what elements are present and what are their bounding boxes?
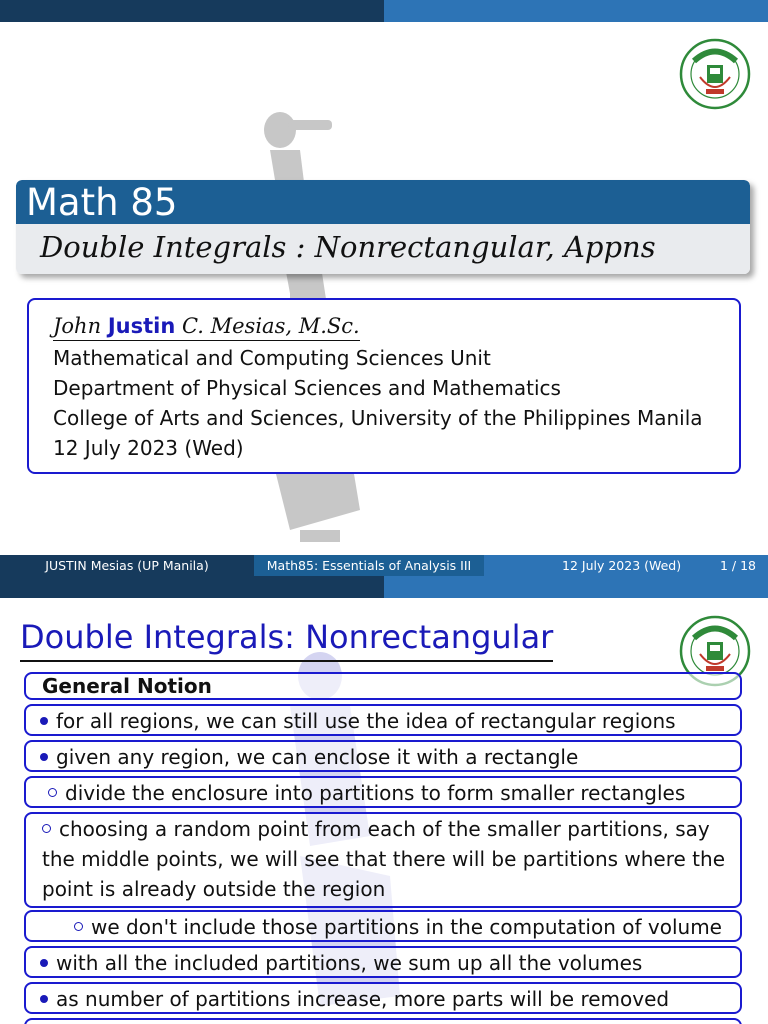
list-item: given any region, we can enclose it with a rectangle xyxy=(24,740,742,772)
affiliation-college: College of Arts and Sciences, University of the Philippines Manila xyxy=(53,406,703,430)
footer-date: 12 July 2023 (Wed) xyxy=(562,558,682,573)
list-item: as number of partitions increase, more parts will be removed xyxy=(24,982,742,1014)
presentation-subtitle: Double Integrals : Nonrectangular, Appns xyxy=(16,224,750,274)
affiliation-department: Department of Physical Sciences and Mathematics xyxy=(53,376,561,400)
list-item: for all regions, we can still use the idea of rectangular regions xyxy=(24,704,742,736)
up-seal-logo xyxy=(678,37,752,111)
footer-page: 1 / 18 xyxy=(719,558,756,573)
presentation-title: Math 85 xyxy=(16,180,750,224)
header-bar xyxy=(0,0,768,22)
title-block xyxy=(16,180,750,274)
list-item-partial xyxy=(24,1018,742,1024)
bullet-icon xyxy=(40,995,48,1003)
slide-title: Double Integrals: Nonrectangular xyxy=(20,618,553,662)
author-name: John Justin C. Mesias, M.Sc. xyxy=(53,314,360,341)
presentation-date: 12 July 2023 (Wed) xyxy=(53,436,244,460)
list-item: divide the enclosure into partitions to form smaller rectangles xyxy=(24,776,742,808)
footer-right xyxy=(484,555,768,576)
bullet-icon xyxy=(40,959,48,967)
affiliation-unit: Mathematical and Computing Sciences Unit xyxy=(53,346,491,370)
footer-bar xyxy=(0,555,768,576)
footer-course: Math85: Essentials of Analysis III xyxy=(254,555,484,576)
circle-bullet-icon xyxy=(74,922,83,931)
list-item: choosing a random point from each of the smaller partitions, say the middle points, we will see that there will be partitions where the point is already outside the region xyxy=(24,812,742,908)
header-bar xyxy=(0,576,768,598)
content-slide xyxy=(0,576,768,1024)
author-block xyxy=(27,298,741,474)
circle-bullet-icon xyxy=(48,788,57,797)
list-item: with all the included partitions, we sum up all the volumes xyxy=(24,946,742,978)
footer-author: JUSTIN Mesias (UP Manila) xyxy=(0,555,254,576)
bullet-icon xyxy=(40,753,48,761)
bullet-icon xyxy=(40,717,48,725)
block-heading: General Notion xyxy=(24,672,742,700)
circle-bullet-icon xyxy=(42,824,51,833)
list-item: we don't include those partitions in the computation of volume xyxy=(24,910,742,942)
